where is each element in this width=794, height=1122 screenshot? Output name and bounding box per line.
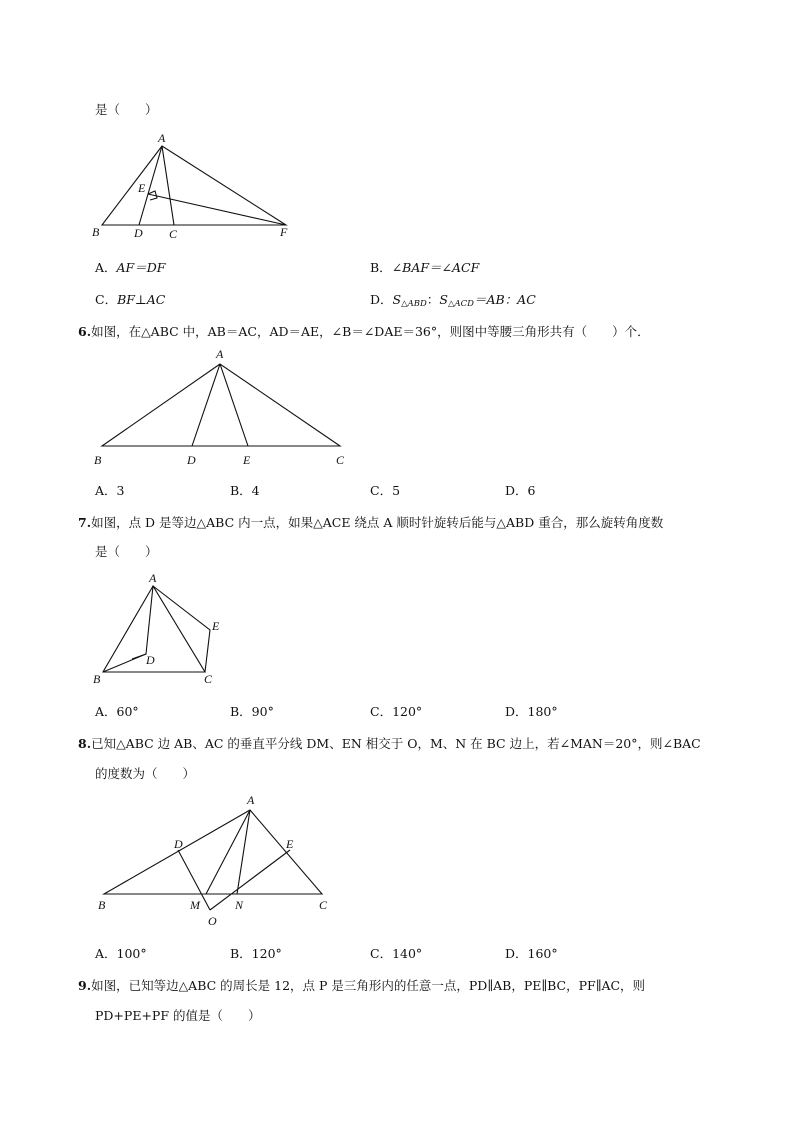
q7-label-c: C: [204, 672, 213, 686]
q8-stem-line2: 的度数为（ ）: [95, 766, 196, 781]
q6-option-d[interactable]: D．6: [505, 483, 536, 498]
q8-label-d: D: [174, 837, 183, 851]
q5-stem-tail: 是（ ）: [95, 102, 158, 117]
q7-number: 7.: [78, 515, 92, 530]
q5-label-e: E: [138, 181, 146, 195]
q8-option-b[interactable]: B．120°: [230, 946, 282, 961]
q8-label-m: M: [190, 898, 200, 912]
q5-label-f: F: [280, 225, 288, 239]
q7-stem-line2: 是（ ）: [95, 544, 158, 559]
q6-label-a: A: [216, 347, 224, 361]
q9-stem-text: 如图，已知等边△ABC 的周长是 12，点 P 是三角形内的任意一点，PD∥AB，PE∥BC，PF∥AC，则: [91, 978, 646, 993]
q5-option-d-s1-sub: △ABD: [401, 299, 427, 309]
q6-stem-text: 如图，在△ABC 中，AB＝AC，AD＝AE，∠B＝∠DAE＝36°，则图中等腰三角形共有（ ）个．: [91, 324, 650, 339]
q9-number: 9.: [78, 978, 92, 993]
q7-option-d[interactable]: D．180°: [505, 704, 558, 719]
q6-option-b[interactable]: B．4: [230, 483, 260, 498]
q5-option-a-text: AF＝DF: [116, 260, 166, 275]
q5-label-b: B: [92, 225, 100, 239]
q8-stem-line1: [78, 734, 701, 752]
q8-option-d[interactable]: D．160°: [505, 946, 558, 961]
q6-number: 6.: [78, 324, 92, 339]
q6-option-c[interactable]: C．5: [370, 483, 401, 498]
q7-option-c[interactable]: C．120°: [370, 704, 423, 719]
q8-figure: [92, 792, 352, 932]
q9-stem-line2: PD+PE+PF 的值是（ ）: [95, 1008, 261, 1023]
q9-stem-line1: [78, 976, 645, 994]
q5-label-c: C: [169, 227, 178, 241]
q5-option-d-colon: ：: [426, 292, 440, 307]
q8-label-a: A: [247, 793, 255, 807]
q7-figure: [88, 568, 238, 688]
q6-label-c: C: [336, 453, 345, 467]
q5-figure: [88, 130, 308, 240]
q7-option-b[interactable]: B．90°: [230, 704, 274, 719]
q7-label-e: E: [212, 619, 220, 633]
q8-label-o: O: [208, 914, 217, 928]
q7-stem-line1: [78, 513, 663, 531]
q6-figure: [90, 346, 360, 466]
q8-label-e: E: [286, 837, 294, 851]
q5-option-d-eq: ＝AB：AC: [473, 292, 536, 307]
q5-option-d-s2-sub: △ACD: [447, 299, 474, 309]
q5-label-d: D: [134, 226, 143, 240]
q5-label-a: A: [158, 131, 166, 145]
q5-option-a-label: A．: [95, 260, 117, 275]
q5-option-b[interactable]: [370, 258, 479, 276]
q5-option-d-s1: S: [392, 292, 402, 307]
q7-label-d: D: [146, 653, 155, 667]
q6-option-a[interactable]: A．3: [95, 483, 125, 498]
q5-option-d-label: D．: [370, 292, 393, 307]
q6-label-e: E: [243, 453, 251, 467]
q6-label-b: B: [94, 453, 102, 467]
q7-option-a[interactable]: A．60°: [95, 704, 139, 719]
q7-label-a: A: [149, 571, 157, 585]
q5-option-c-label: C．: [95, 292, 118, 307]
q5-option-a[interactable]: [95, 258, 165, 276]
q8-label-c: C: [319, 898, 328, 912]
q8-option-c[interactable]: C．140°: [370, 946, 423, 961]
q5-option-d-s2: S: [439, 292, 448, 307]
q6-label-d: D: [187, 453, 196, 467]
q8-stem-text: 已知△ABC 边 AB、AC 的垂直平分线 DM、EN 相交于 O，M、N 在 BC 边上，若∠MAN＝20°，则∠BAC: [91, 736, 701, 751]
q7-stem-text: 如图，点 D 是等边△ABC 内一点，如果△ACE 绕点 A 顺时针旋转后能与△ABD 重合，那么旋转角度数: [91, 515, 664, 530]
q5-option-d[interactable]: [370, 290, 536, 309]
q5-option-c-text: BF⊥AC: [117, 292, 166, 307]
q8-number: 8.: [78, 736, 92, 751]
q8-label-n: N: [235, 898, 244, 912]
q5-option-b-text: ∠BAF＝∠ACF: [391, 260, 480, 275]
q6-stem: [78, 322, 650, 340]
q7-label-b: B: [93, 672, 101, 686]
q8-option-a[interactable]: A．100°: [95, 946, 147, 961]
q5-option-c[interactable]: [95, 290, 165, 308]
q8-label-b: B: [98, 898, 106, 912]
q5-option-b-label: B．: [370, 260, 392, 275]
